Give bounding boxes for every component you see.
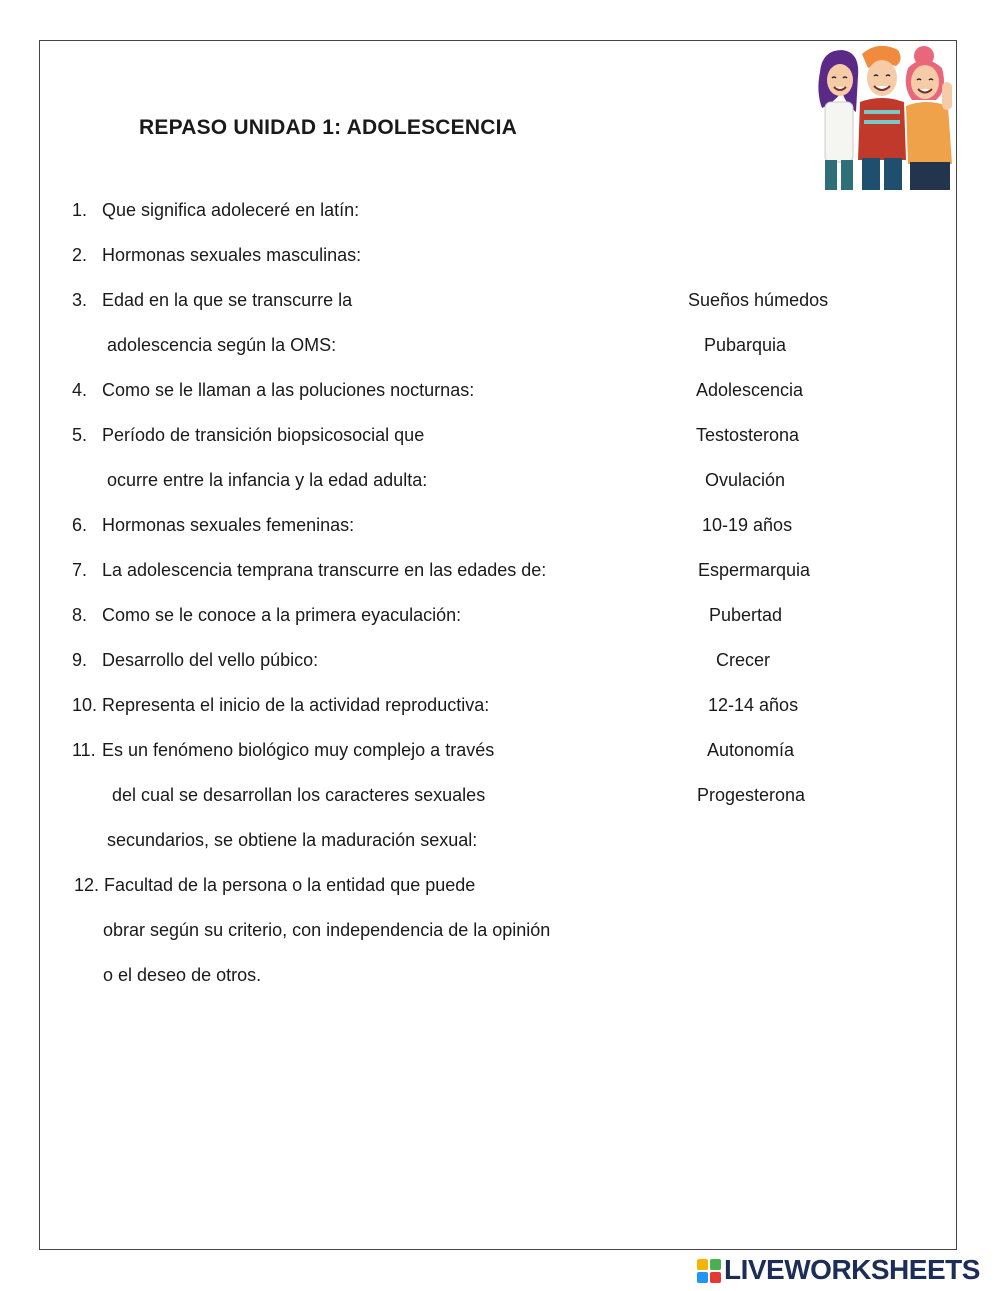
liveworksheets-logo bbox=[697, 1253, 993, 1287]
question-number: 5. bbox=[72, 425, 88, 445]
question-text: La adolescencia temprana transcurre en las edades de: bbox=[102, 560, 547, 580]
question-text: Hormonas sexuales femeninas: bbox=[102, 515, 355, 535]
question-number: 6. bbox=[72, 515, 88, 535]
question-text: Edad en la que se transcurre la bbox=[102, 290, 353, 310]
answer-option[interactable]: Progesterona bbox=[697, 785, 806, 805]
answer-option[interactable]: Pubertad bbox=[709, 605, 783, 625]
answer-option[interactable]: Autonomía bbox=[707, 740, 795, 760]
question-number: 9. bbox=[72, 650, 88, 670]
question-number: 2. bbox=[72, 245, 88, 265]
answer-option[interactable]: Crecer bbox=[716, 650, 771, 670]
question-number: 7. bbox=[72, 560, 88, 580]
question-text: ocurre entre la infancia y la edad adulta: bbox=[107, 470, 428, 490]
answer-option[interactable]: Espermarquia bbox=[698, 560, 811, 580]
question-text: Período de transición biopsicosocial que bbox=[102, 425, 425, 445]
question-number: 8. bbox=[72, 605, 88, 625]
answer-option[interactable]: Sueños húmedos bbox=[688, 290, 829, 310]
question-text: del cual se desarrollan los caracteres sexuales bbox=[112, 785, 486, 805]
question-text: Hormonas sexuales masculinas: bbox=[102, 245, 362, 265]
question-text: Como se le conoce a la primera eyaculación: bbox=[102, 605, 462, 625]
question-number: 3. bbox=[72, 290, 88, 310]
question-text: Como se le llaman a las poluciones nocturnas: bbox=[102, 380, 475, 400]
question-number: 4. bbox=[72, 380, 88, 400]
worksheet-title: REPASO UNIDAD 1: ADOLESCENCIA bbox=[139, 116, 517, 139]
answer-option[interactable]: 12-14 años bbox=[708, 695, 799, 715]
question-text: Facultad de la persona o la entidad que puede bbox=[104, 875, 476, 895]
question-text: obrar según su criterio, con independencia de la opinión bbox=[103, 920, 551, 940]
question-number: 1. bbox=[72, 200, 88, 220]
answer-option[interactable]: Adolescencia bbox=[696, 380, 804, 400]
question-text: adolescencia según la OMS: bbox=[107, 335, 337, 355]
liveworksheets-icon bbox=[697, 1259, 721, 1283]
question-text: o el deseo de otros. bbox=[103, 965, 262, 985]
question-text: secundarios, se obtiene la maduración sexual: bbox=[107, 830, 478, 850]
answer-option[interactable]: Pubarquia bbox=[704, 335, 787, 355]
question-number: 10. bbox=[72, 695, 98, 715]
question-text: Es un fenómeno biológico muy complejo a través bbox=[102, 740, 495, 760]
question-text: Representa el inicio de la actividad reproductiva: bbox=[102, 695, 490, 715]
question-number: 12. bbox=[74, 875, 100, 895]
brand-name: LIVEWORKSHEETS bbox=[724, 1254, 980, 1285]
worksheet-border bbox=[39, 40, 957, 1250]
answer-option[interactable]: Ovulación bbox=[705, 470, 786, 490]
answer-option[interactable]: 10-19 años bbox=[702, 515, 793, 535]
question-text: Desarrollo del vello púbico: bbox=[102, 650, 319, 670]
question-number: 11. bbox=[72, 740, 96, 760]
teenagers-illustration bbox=[812, 42, 958, 190]
answer-option[interactable]: Testosterona bbox=[696, 425, 800, 445]
question-text: Que significa adoleceré en latín: bbox=[102, 200, 360, 220]
